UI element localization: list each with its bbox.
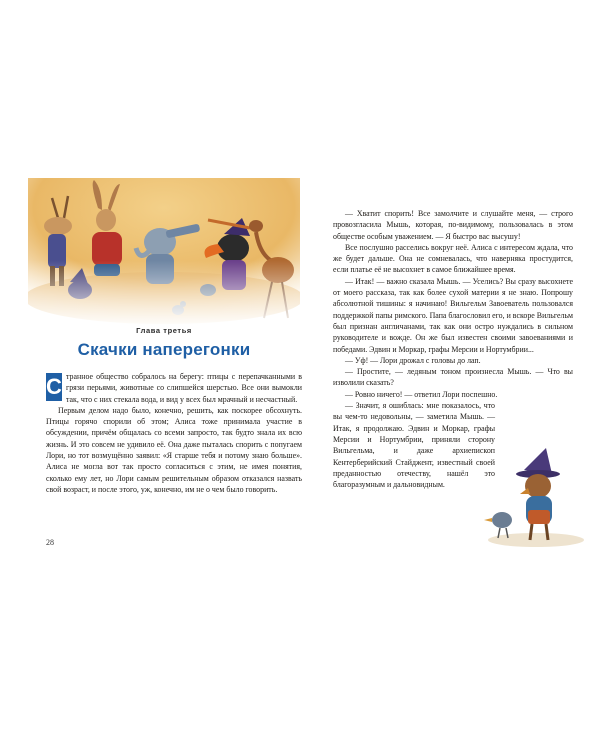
paragraph: — Простите, — ледяным тоном произнесла Мышь. — Что вы изволили сказать? — [333, 367, 573, 388]
chapter-title: Скачки наперегонки — [77, 340, 251, 359]
paragraph: — Уф! — Лори дрожал с головы до лап. — [345, 355, 481, 365]
left-page — [28, 0, 302, 750]
paragraph: Первым делом надо было, конечно, решить, как поскорее обсохнуть. Птицы горячо спорили об этом; Алиса тоже принимала участие в обсуждении, причём общалась со всеми запросто, так будто знала их всю жизнь. И это совсем не удивило её. Она даже пыталась спорить с попугаем Лори, но тот возмущённо заявил: «Я старше тебя и потому знаю больше». Алиса не могла вот так просто согласиться с этим, не имея понятия, сколько ему лет, но Лори самым решительным образом отказался назвать свой возраст, и после этого, уж, конечно, им не о чем было говорить. — [46, 405, 302, 494]
left-page-text — [46, 371, 302, 495]
paragraph: — Итак! — важно сказала Мышь. — Уселись? Вы сразу высохнете от моего рассказа, так как более сухой материи я не знаю. Попрошу абсолютной тишины: я начинаю! Вильгельм Завоеватель пользовался поддержкой папы римского. Папа благословил его, и вскоре Вильгельм был признан англичанами, так как они остро нуждались в сильном руководителе и вожде. Он же был известен своими завоеваниями и победами. Эдвин и Моркар, графы Мерсии и Нортумбрии... — [333, 276, 573, 354]
paragraph-text: транное общество собралось на берегу: птицы с перепачканными в грязи перьями, животные со слипшейся шерстью. Все они вымокли так, что с них стекала вода, и вид у всех был мрачный и несчастный. — [66, 372, 302, 404]
paragraph: — Хватит спорить! Все замолчите и слушайте меня, — строго провозгласила Мышь, которая, по-видимому, пользовалась в этом обществе особым уважением. — Я быстро вас высушу! — [333, 209, 573, 241]
animals-on-shore-picture — [28, 178, 300, 328]
paragraph: Все послушно расселись вокруг неё. Алиса с интересом ждала, что же будет дальше. Она не сомневалась, что наверняка простудится, если платье её не высохнет в самое ближайшее время. — [333, 242, 573, 275]
paragraph: — Значит, я ошиблась: мне показалось, что вы чем-то недовольны, — заметила Мышь. — Итак, я продолжаю. Эдвин и Моркар, графы Мерсии и Нортумбрии, приняли сторону Вильгельма, и даже архиепископ Кентерберийский Стайджент, известный своей преданностью отечеству, нашёл это благоразумным и дальновидным. — [333, 401, 495, 490]
paragraph: — Ровно ничего! — ответил Лори поспешно. — [345, 389, 498, 399]
lory-and-bird-illustration — [476, 448, 586, 548]
chapter-illustration — [28, 178, 300, 328]
drop-cap: С — [46, 374, 62, 399]
page-number: 28 — [46, 538, 54, 547]
chapter-label: Глава третья — [136, 326, 192, 335]
paragraph — [46, 371, 302, 405]
